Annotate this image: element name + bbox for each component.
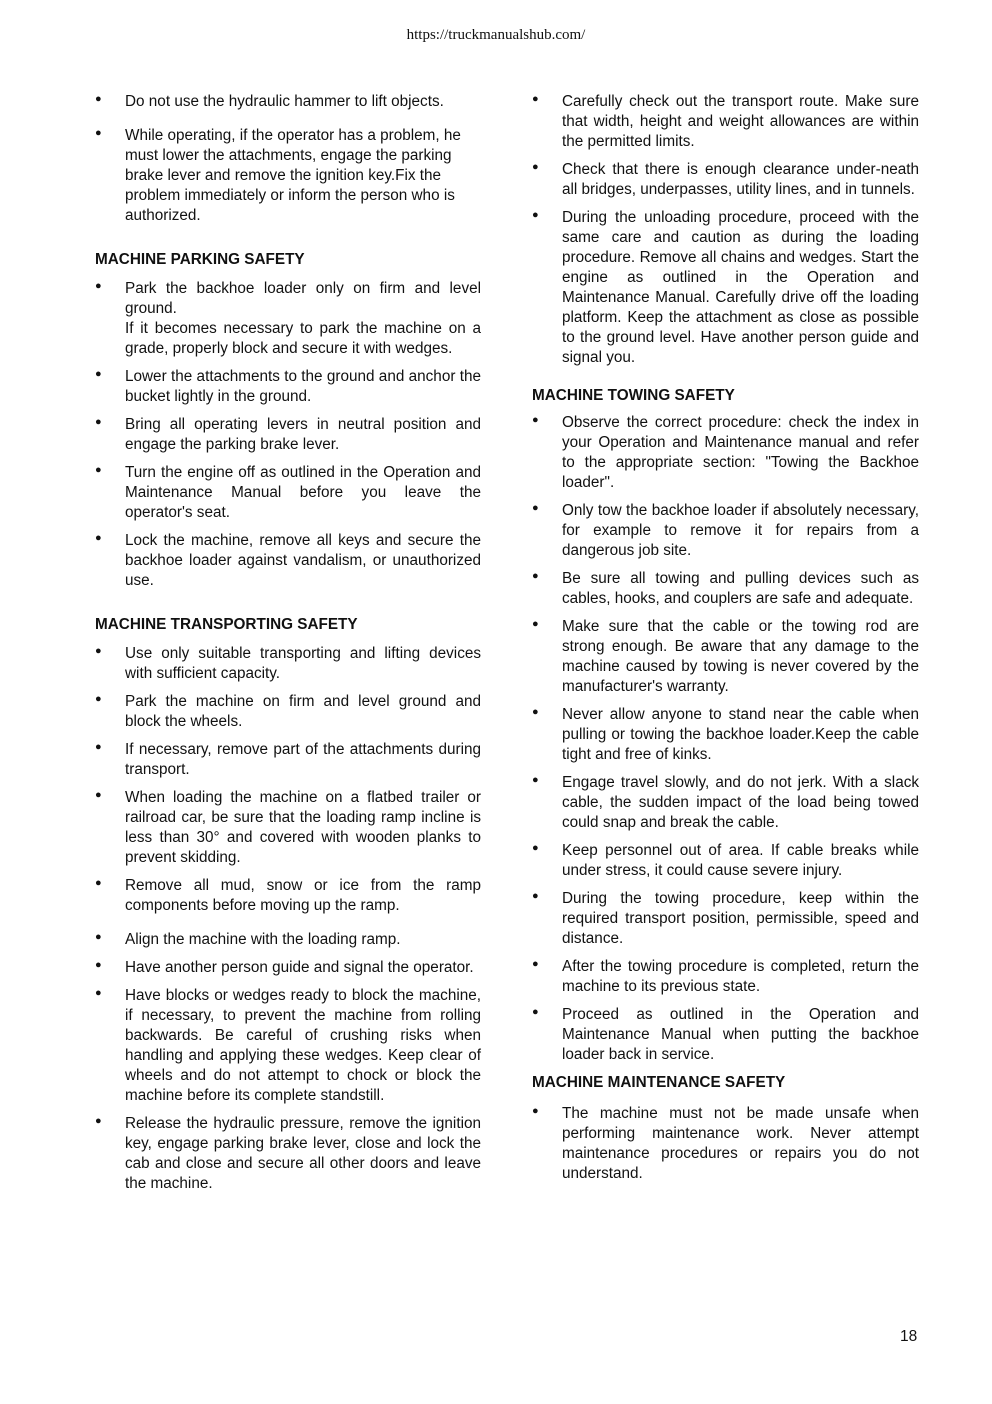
list-item: ● Proceed as outlined in the Operation and Maintenance Manual when putting the backhoe loader back in service.	[532, 1005, 919, 1065]
list-item: ● Never allow anyone to stand near the cable when pulling or towing the backhoe loader.Keep the cable tight and free of kinks.	[532, 705, 919, 765]
page-number: 18	[900, 1328, 918, 1345]
left-column	[95, 92, 481, 1202]
list-item: ● During the unloading procedure, proceed with the same care and caution as during the loading procedure. Remove all chains and wedges. Start the engine as outlined in the Operation and Maintenance Manual. Carefully drive off the loading platform. Keep the attachment as close as possible to the ground level. Have another person guide and signal you.	[532, 208, 919, 368]
list-item-line: If it becomes necessary to park the machine on a grade, properly block and secure it with wedges.	[125, 320, 481, 357]
list-item: ● Be sure all towing and pulling devices such as cables, hooks, and couplers are safe and adequate.	[532, 569, 919, 609]
list-item: ● Observe the correct procedure: check the index in your Operation and Maintenance manual and refer to the appropriate section: "Towing the Backhoe loader".	[532, 413, 919, 493]
list-item: ● Check that there is enough clearance under-neath all bridges, underpasses, utility lines, and in tunnels.	[532, 160, 919, 200]
section-heading-transporting: MACHINE TRANSPORTING SAFETY	[95, 616, 358, 633]
list-item: ● Bring all operating levers in neutral position and engage the parking brake lever.	[95, 415, 481, 455]
list-item: ● Turn the engine off as outlined in the Operation and Maintenance Manual before you leave the operator's seat.	[95, 463, 481, 523]
list-item: ● If necessary, remove part of the attachments during transport.	[95, 740, 481, 780]
right-column	[532, 92, 919, 1192]
list-item: ● When loading the machine on a flatbed trailer or railroad car, be sure that the loading ramp incline is less than 30° and covered with wooden planks to prevent skidding.	[95, 788, 481, 868]
list-item: ● Release the hydraulic pressure, remove the ignition key, engage parking brake lever, close and lock the cab and close and secure all other doors and leave the machine.	[95, 1114, 481, 1194]
list-item	[95, 279, 481, 359]
list-item: ● Have blocks or wedges ready to block the machine, if necessary, to prevent the machine from rolling backwards. Be careful of crushing risks when handling and applying these wedges. Keep clear of wheels and do not attempt to chock or block the machine before its complete standstill.	[95, 986, 481, 1106]
list-item: ● Carefully check out the transport route. Make sure that width, height and weight allowances are within the permitted limits.	[532, 92, 919, 152]
list-item: ● Use only suitable transporting and lifting devices with sufficient capacity.	[95, 644, 481, 684]
list-item: ● Engage travel slowly, and do not jerk. With a slack cable, the sudden impact of the load being towed could snap and break the cable.	[532, 773, 919, 833]
section-heading-maintenance: MACHINE MAINTENANCE SAFETY	[532, 1074, 786, 1091]
section-heading-towing: MACHINE TOWING SAFETY	[532, 387, 735, 404]
list-item: ● Only tow the backhoe loader if absolutely necessary, for example to remove it for repairs from a dangerous job site.	[532, 501, 919, 561]
list-item: ● While operating, if the operator has a problem, he must lower the attachments, engage the parking brake lever and remove the ignition key.Fix the problem immediately or inform the person who is authorized.	[95, 126, 481, 226]
list-item: ● After the towing procedure is completed, return the machine to its previous state.	[532, 957, 919, 997]
list-item-line: ● Park the backhoe loader only on firm and level ground.	[125, 280, 481, 317]
list-item: ● Have another person guide and signal the operator.	[95, 958, 481, 978]
section-heading-parking: MACHINE PARKING SAFETY	[95, 251, 305, 268]
list-item: ● Park the machine on firm and level ground and block the wheels.	[95, 692, 481, 732]
source-url[interactable]: https://truckmanualshub.com/	[406, 27, 586, 43]
list-item: ● Align the machine with the loading ramp.	[95, 930, 481, 950]
list-item: ● During the towing procedure, keep within the required transport position, permissible, speed and distance.	[532, 889, 919, 949]
list-item: ● Keep personnel out of area. If cable breaks while under stress, it could cause severe injury.	[532, 841, 919, 881]
list-item: ● Do not use the hydraulic hammer to lift objects.	[95, 92, 481, 112]
list-item: ● Make sure that the cable or the towing rod are strong enough. Be aware that any damage to the machine caused by towing is never covered by the manufacturer's warranty.	[532, 617, 919, 697]
list-item: ● Remove all mud, snow or ice from the ramp components before moving up the ramp.	[95, 876, 481, 916]
list-item: ● Lock the machine, remove all keys and secure the backhoe loader against vandalism, or unauthorized use.	[95, 531, 481, 591]
list-item: ● Lower the attachments to the ground and anchor the bucket lightly in the ground.	[95, 367, 481, 407]
list-item: ● The machine must not be made unsafe when performing maintenance work. Never attempt maintenance procedures or repairs you do not understand.	[532, 1104, 919, 1184]
